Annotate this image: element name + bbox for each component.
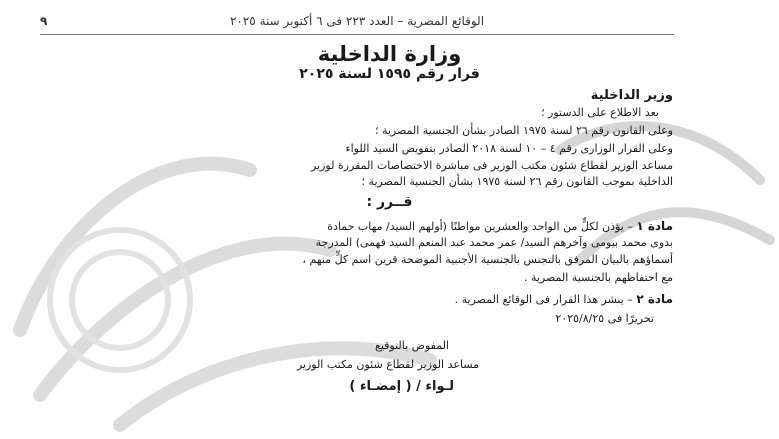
header-divider [40,34,674,35]
signature-line-1: المفوض بالتوقيع [374,339,449,352]
ministry-title: وزارة الداخلية [317,42,462,66]
article-1-line: بدوى محمد بيومى وآخرهم السيد/ عمر محمد عبد المنعم السيد فهمى) المدرجة [315,236,673,249]
header-text: الوقائع المصرية – العدد ٢٢٣ فى ٦ أكتوبر سنة ٢٠٢٥ [229,14,485,28]
article-1-line [93,218,673,235]
article-1-text: – يؤذن لكلٍّ من الواحد والعشرين مواطنًا (أولهم السيد/ مهاب حمادة [327,220,633,233]
decision-heading: قــرر : [366,194,413,210]
date-line: تحريرًا فى ٢٠٢٥/٨/٢٥ [555,312,654,325]
article-2-title: مادة ٢ [636,292,673,306]
page-number: ٩ [40,14,48,28]
preamble-line: وعلى القانون رقم ٢٦ لسنة ١٩٧٥ الصادر بشأن الجنسية المصرية ؛ [374,124,673,137]
preamble-line: مساعد الوزير لقطاع شئون مكتب الوزير فى مباشرة الاختصاصات المقررة لوزير [310,159,673,172]
preamble-line: الداخلية بموجب القانون رقم ٢٦ لسنة ١٩٧٥ بشأن الجنسية المصرية ؛ [361,175,673,188]
article-1-line: مع احتفاظهم بالجنسية المصرية . [523,271,673,284]
preamble-line: وعلى القرار الوزارى رقم ٤ – ١٠ لسنة ٢٠١٨ الصادر بتفويض السيد اللواء [345,142,673,155]
signature-line-2: مساعد الوزير لقطاع شئون مكتب الوزير [296,358,479,371]
article-1-title: مادة ١ [636,219,673,233]
page-header [40,10,674,32]
signature-line-3: لـواء / ( إمضـاء ) [349,379,454,394]
article-2-text: – ينشر هذا القرار فى الوقائع المصرية . [454,293,633,306]
minister-heading: وزير الداخلية [590,88,673,103]
article-2-line [93,291,673,308]
preamble-line: بعد الاطلاع على الدستور ؛ [541,106,659,119]
decree-title: قرار رقم ١٥٩٥ لسنة ٢٠٢٥ [299,66,480,82]
article-1-line: أسماؤهم بالبيان المرفق بالتجنس بالجنسية الأجنبية الموضحة قرين اسم كلٍّ منهم ، [302,253,673,266]
